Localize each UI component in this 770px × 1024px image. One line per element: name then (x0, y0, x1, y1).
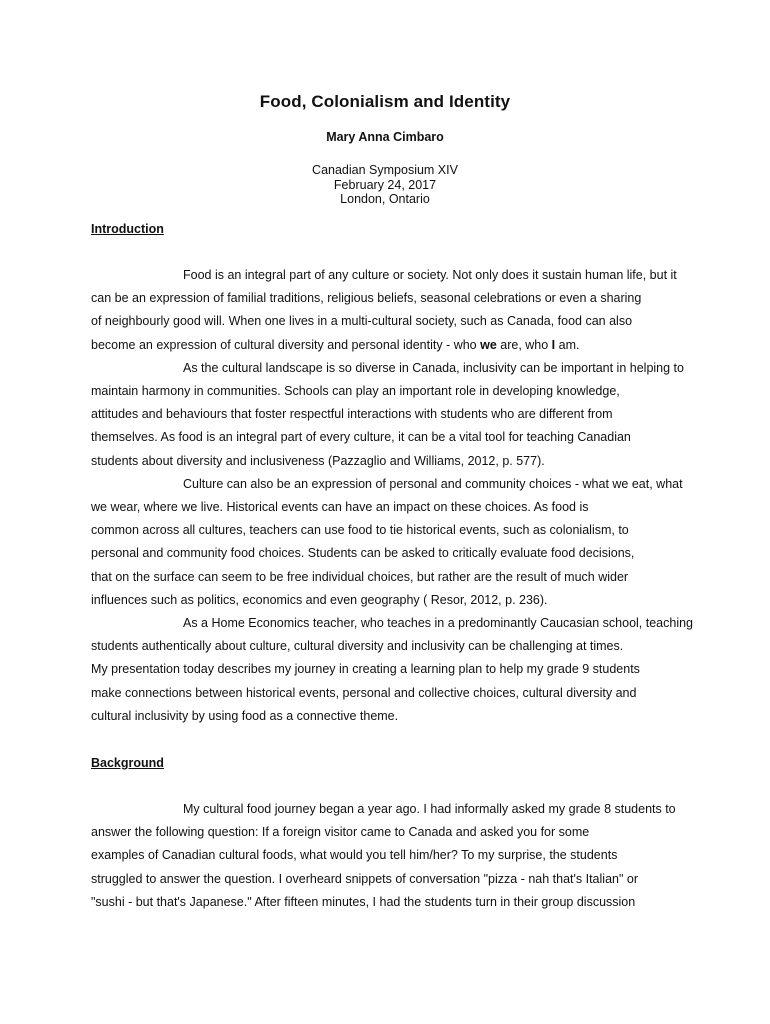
text-line: influences such as politics, economics and even geography ( Resor, 2012, p. 236). (91, 592, 548, 607)
text-line: maintain harmony in communities. Schools can play an important role in developing knowledge, (91, 384, 620, 399)
text-line: My cultural food journey began a year ago. I had informally asked my grade 8 students to (183, 802, 676, 816)
introduction-body (91, 264, 694, 728)
event-details (0, 163, 770, 207)
text-line: Food is an integral part of any culture or society. Not only does it sustain human life, but it (183, 268, 677, 282)
paragraph (91, 612, 694, 728)
event-name: Canadian Symposium XIV (312, 163, 458, 177)
text-line: examples of Canadian cultural foods, what would you tell him/her? To my surprise, the students (91, 848, 618, 863)
text-line (91, 334, 679, 357)
event-location: London, Ontario (340, 192, 430, 206)
event-date: February 24, 2017 (333, 177, 437, 192)
text-run: become an expression of cultural diversity and personal identity - who (91, 337, 481, 352)
paragraph (91, 798, 679, 914)
paragraph (91, 357, 684, 473)
section-heading-introduction: Introduction (91, 222, 164, 236)
author-name: Mary Anna Cimbaro (326, 130, 444, 144)
text-line: answer the following question: If a foreign visitor came to Canada and asked you for some (91, 825, 590, 840)
text-line: we wear, where we live. Historical events can have an impact on these choices. As food is (91, 500, 589, 515)
text-line: can be an expression of familial traditions, religious beliefs, seasonal celebrations or even a sharing (91, 291, 642, 306)
text-line: My presentation today describes my journey in creating a learning plan to help my grade 9 students (91, 662, 640, 677)
text-line: that on the surface can seem to be free individual choices, but rather are the result of much wider (91, 569, 629, 584)
text-line: attitudes and behaviours that foster respectful interactions with students who are different from (91, 407, 613, 422)
section-heading-background: Background (91, 756, 164, 770)
text-line: themselves. As food is an integral part of every culture, it can be a vital tool for teaching Canadian (91, 430, 631, 445)
text-line: "sushi - but that's Japanese." After fifteen minutes, I had the students turn in their group discussion (91, 894, 636, 909)
text-run: are, who (496, 337, 552, 352)
document-title: Food, Colonialism and Identity (259, 92, 511, 111)
text-line: struggled to answer the question. I overheard snippets of conversation "pizza - nah that's Italian" or (91, 871, 638, 886)
text-line: Culture can also be an expression of personal and community choices - what we eat, what (183, 476, 683, 491)
background-body (91, 798, 679, 914)
emphasis-i: I (551, 337, 556, 352)
text-line: of neighbourly good will. When one lives in a multi-cultural society, such as Canada, food can also (91, 314, 633, 329)
text-line: personal and community food choices. Students can be asked to critically evaluate food decisions, (91, 546, 635, 561)
text-line: students about diversity and inclusiveness (Pazzaglio and Williams, 2012, p. 577). (91, 453, 545, 468)
text-line: students authentically about culture, cultural diversity and inclusivity can be challenging at times. (91, 639, 624, 654)
text-line: As a Home Economics teacher, who teaches in a predominantly Caucasian school, teaching (183, 616, 694, 631)
text-line: common across all cultures, teachers can use food to tie historical events, such as colonialism, to (91, 523, 629, 538)
text-line: make connections between historical events, personal and collective choices, cultural diversity and (91, 685, 637, 700)
text-line: cultural inclusivity by using food as a connective theme. (91, 708, 399, 723)
text-line: As the cultural landscape is so diverse in Canada, inclusivity can be important in helping to (183, 360, 684, 375)
paragraph (91, 473, 683, 612)
emphasis-we: we (480, 337, 497, 352)
paragraph (91, 264, 679, 357)
text-run: am. (555, 337, 580, 352)
